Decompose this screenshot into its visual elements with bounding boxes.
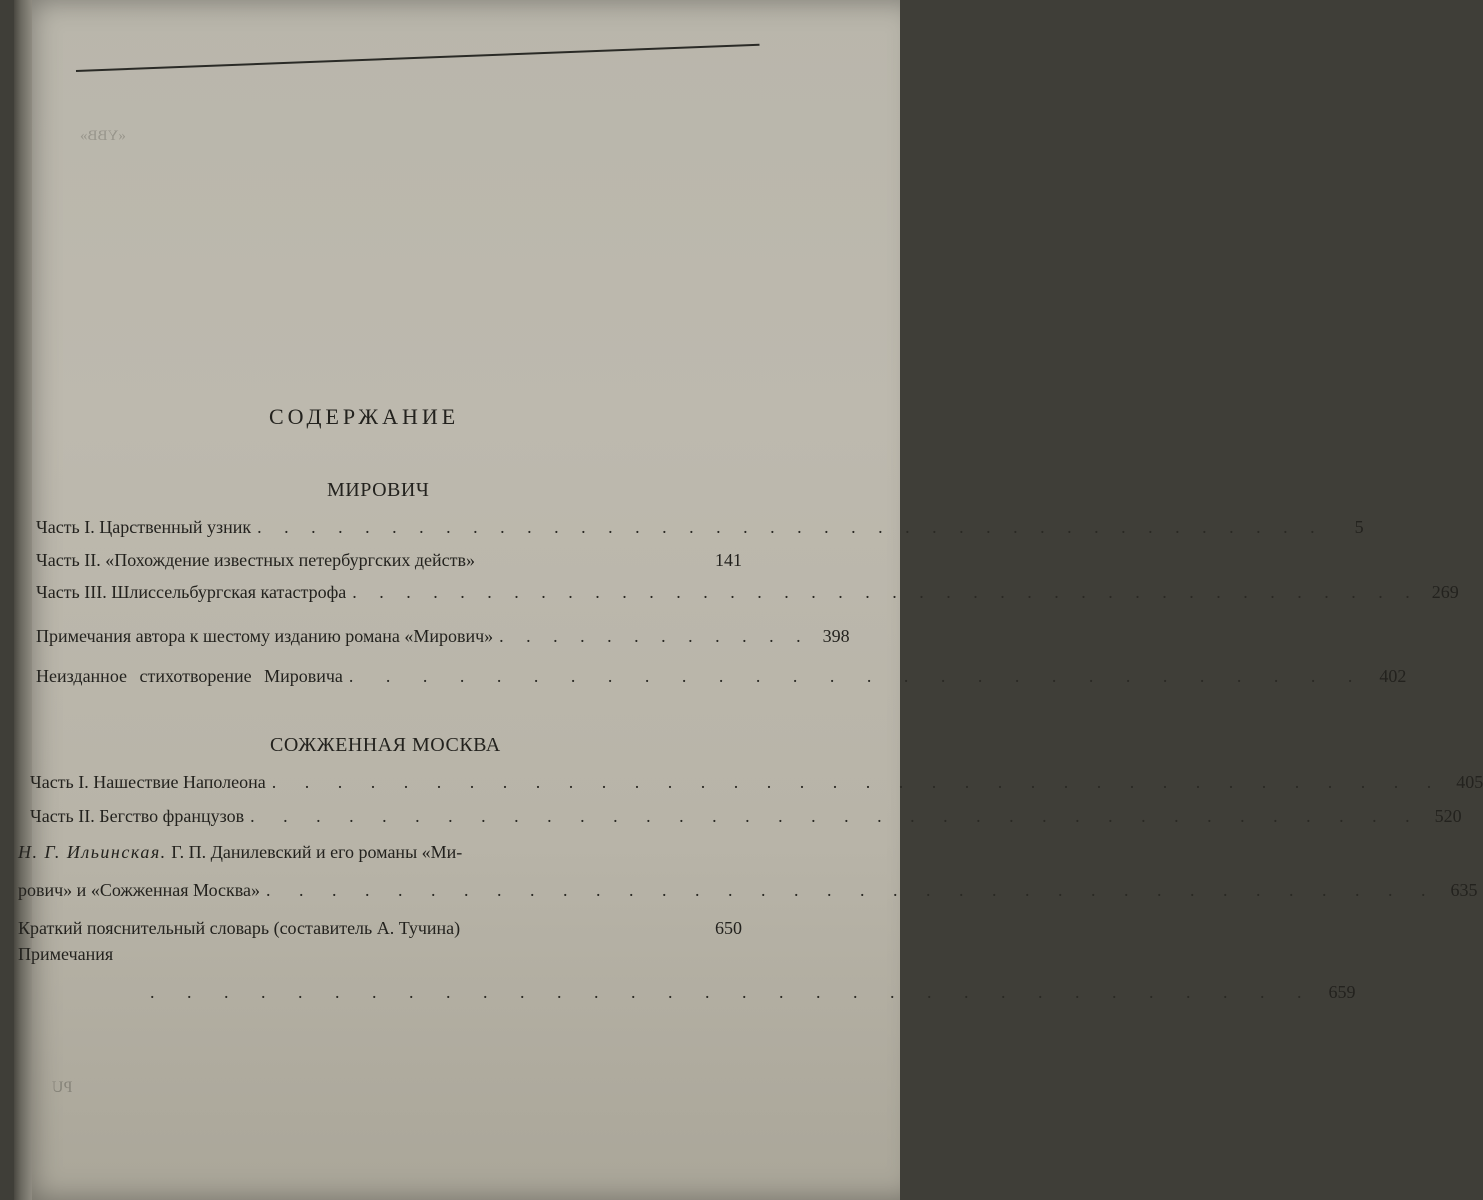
header-rule	[76, 44, 760, 72]
toc-entry	[30, 772, 1483, 793]
toc-entry	[36, 582, 1459, 603]
toc-entry-title: Неизданное стихотворение Мировича	[36, 666, 343, 686]
toc-entry-page: 5	[1354, 517, 1364, 537]
toc-entry-title: Часть II. «Похождение известных петербургских действ»	[36, 550, 475, 570]
leader-dots: . . . . . . . . . . . .	[499, 626, 810, 646]
toc-entry	[36, 626, 850, 647]
essay-title-line1: Г. П. Данилевский и его романы «Ми-	[171, 842, 463, 862]
toc-entry	[36, 666, 1407, 687]
book-page	[14, 0, 1483, 1200]
page-binding-shadow	[14, 0, 32, 1200]
toc-entry-page: 405	[1456, 772, 1483, 792]
essay-title-line2: рович» и «Сожженная Москва»	[18, 880, 261, 900]
toc-entry-page: 141	[715, 550, 742, 570]
leader-dots: . . . . . . . . . . . . . . . . . . . . . . . . . . . .	[348, 666, 1367, 686]
toc-entry-title: Краткий пояснительный словарь (составитель А. Тучина)	[18, 918, 461, 938]
toc-entry-title: Часть II. Бегство французов	[30, 806, 245, 826]
toc-entry-page: 650	[715, 918, 742, 938]
toc-entry-title: Часть I. Царственный узник	[36, 517, 252, 537]
section-heading-mirovich: МИРОВИЧ	[327, 479, 430, 501]
toc-entry	[18, 944, 742, 965]
toc-entry-page: 269	[1431, 582, 1459, 602]
toc-entry-essay	[18, 842, 738, 863]
bleed-through-mark-bottom: PU	[52, 1079, 73, 1096]
toc-entry	[18, 880, 1478, 901]
toc-entry-title: Примечания автора к шестому изданию романа «Мирович»	[36, 626, 494, 646]
leader-dots: . . . . . . . . . . . . . . . . . . . . . . . . . . . . . . . . . . . . . . . .	[257, 517, 1324, 537]
toc-entry-title: Примечания	[18, 944, 114, 964]
section-heading-sozhzhennaya-moskva: СОЖЖЕННАЯ МОСКВА	[270, 734, 501, 756]
toc-entry-page: 398	[822, 626, 850, 646]
toc-entry-page: 402	[1379, 666, 1407, 686]
leader-dots: . . . . . . . . . . . . . . . . . . . . . . . . . . . . . . . . . . . .	[250, 806, 1422, 826]
toc-entry	[36, 550, 742, 571]
toc-entry-title: Часть I. Нашествие Наполеона	[30, 772, 266, 792]
toc-entry-leader	[144, 982, 1356, 1003]
essay-author: Н. Г. Ильинская.	[18, 842, 167, 862]
toc-entry	[36, 517, 1364, 538]
toc-entry-title: Часть III. Шлиссельбургская катастрофа	[36, 582, 347, 602]
leader-dots: . . . . . . . . . . . . . . . . . . . . . . . . . . . . . . . . . . . . . . . .	[352, 582, 1419, 602]
toc-entry	[30, 806, 1462, 827]
page-title: СОДЕРЖАНИЕ	[269, 404, 460, 429]
bleed-through-mark-top: «YBB»	[80, 128, 126, 144]
leader-dots: . . . . . . . . . . . . . . . . . . . . . . . . . . . . . . . . . . . .	[271, 772, 1444, 792]
toc-entry-page: 659	[1328, 982, 1356, 1002]
leader-dots: . . . . . . . . . . . . . . . . . . . . . . . . . . . . . . . . . . . .	[266, 880, 1438, 900]
toc-entry	[18, 918, 742, 939]
toc-entry-page: 520	[1434, 806, 1462, 826]
toc-entry-page: 635	[1450, 880, 1478, 900]
leader-dots: . . . . . . . . . . . . . . . . . . . . . . . . . . . . . . . .	[150, 982, 1316, 1002]
